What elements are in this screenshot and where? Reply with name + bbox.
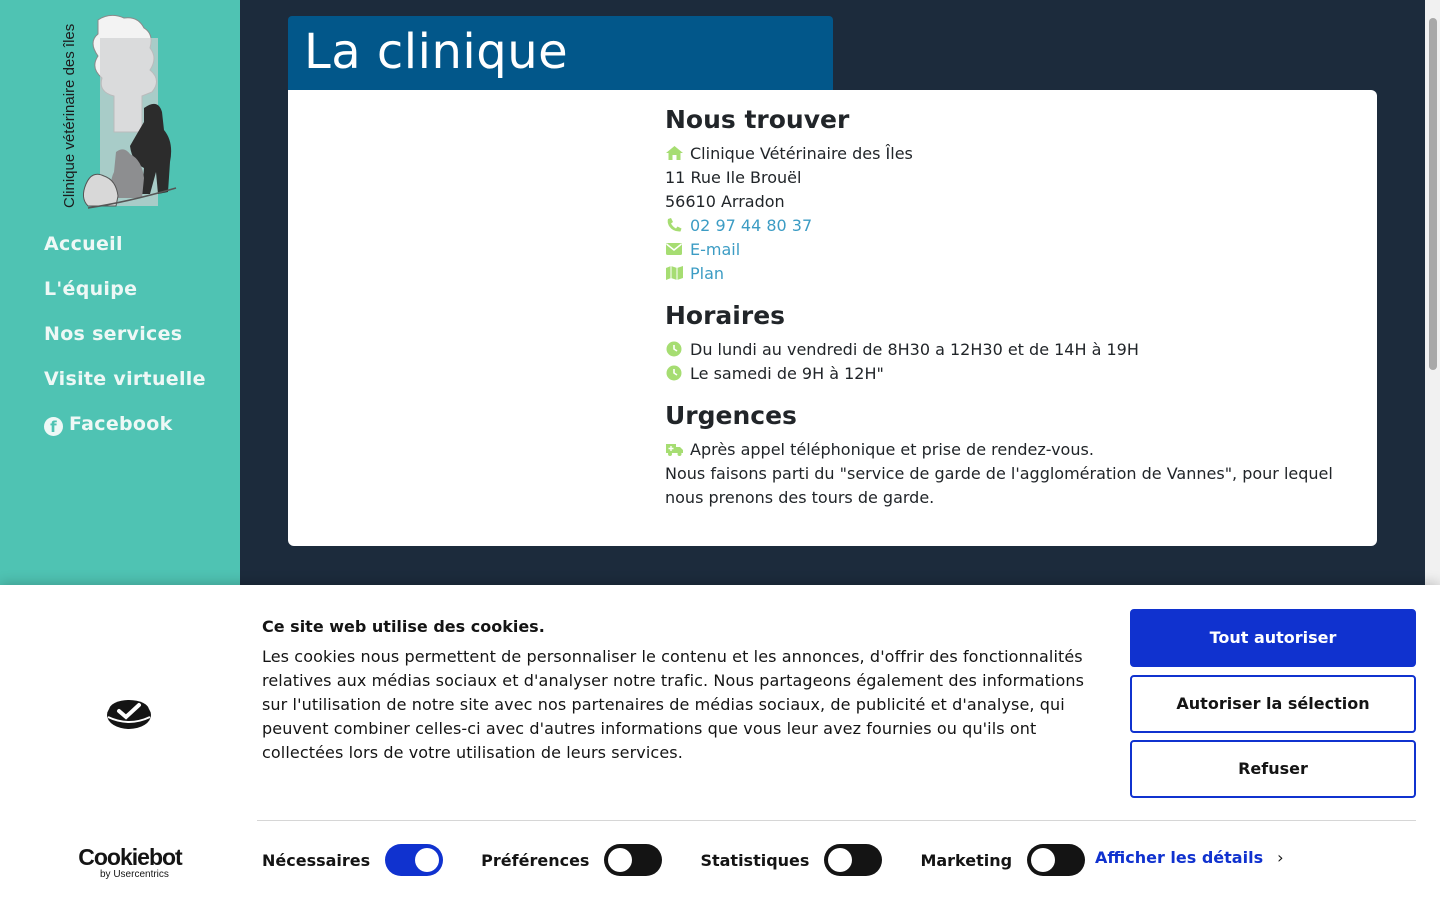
street: 11 Rue Ile Brouël: [665, 168, 802, 187]
map-link[interactable]: Plan: [690, 264, 725, 283]
toggle-statistics[interactable]: [824, 844, 882, 876]
refuse-button[interactable]: Refuser: [1130, 740, 1416, 798]
clinic-logo[interactable]: [58, 12, 184, 218]
toggle-knob: [828, 848, 852, 872]
content-card: [288, 90, 1377, 546]
cookiebot-subtitle: by Usercentrics: [100, 869, 169, 880]
main-nav: [44, 230, 224, 455]
page-title-tab: [288, 16, 833, 92]
find-heading: Nous trouver: [665, 105, 850, 134]
nav-visite-virtuelle[interactable]: Visite virtuelle: [44, 368, 206, 390]
city: 56610 Arradon: [665, 192, 785, 211]
toggle-knob: [415, 848, 439, 872]
toggle-necessary[interactable]: [385, 844, 443, 876]
urgent-line: Après appel téléphonique et prise de rendez-vous.: [690, 440, 1094, 459]
scrollbar-thumb[interactable]: [1429, 18, 1437, 370]
ambulance-icon: [665, 441, 684, 457]
accept-all-button[interactable]: Tout autoriser: [1130, 609, 1416, 667]
consent-toggles: [262, 844, 1123, 876]
toggle-knob: [1031, 848, 1055, 872]
envelope-icon: [665, 241, 684, 257]
toggle-preferences[interactable]: [604, 844, 662, 876]
phone-row[interactable]: [665, 214, 1355, 238]
nav-facebook-label: Facebook: [69, 413, 173, 435]
cookie-divider: [257, 820, 1416, 821]
hours-saturday: Le samedi de 9H à 12H": [690, 364, 884, 383]
accept-selection-button[interactable]: Autoriser la sélection: [1130, 675, 1416, 733]
phone-icon: [665, 217, 684, 233]
urgent-row: [665, 438, 1355, 462]
clock-icon: [665, 341, 684, 357]
hours-row-weekdays: [665, 338, 1355, 362]
urgent-heading: Urgences: [665, 401, 797, 430]
map-row[interactable]: [665, 262, 1355, 286]
home-icon: [665, 145, 684, 161]
page-title: La clinique: [304, 24, 569, 80]
nav-services[interactable]: Nos services: [44, 323, 183, 345]
cookie-banner: [0, 585, 1440, 900]
cookie-title: Ce site web utilise des cookies.: [262, 617, 545, 636]
cookie-description: Les cookies nous permettent de personnaliser le contenu et les annonces, d'offrir des fonctionnalités relatives aux médias sociaux et d'analyser notre trafic. Nous partageons également des informations sur l'utilisation de notre site avec nos partenaires de médias sociaux, de publicité et d'analyse, qui peuvent combiner celles-ci avec d'autres informations que vous leur avez fournies ou qu'ils ont collectées lors de votre utilisation de leurs services.: [262, 647, 1085, 762]
clinic-name: Clinique Vétérinaire des Îles: [690, 144, 913, 163]
toggle-label-marketing: Marketing: [920, 850, 1013, 870]
cookiebot-brand: [78, 845, 182, 881]
svg-text:Clinique vétérinaire des îles: Clinique vétérinaire des îles: [61, 23, 78, 208]
nav-equipe[interactable]: L'équipe: [44, 278, 138, 300]
nav-facebook[interactable]: [44, 410, 224, 439]
toggle-marketing[interactable]: [1027, 844, 1085, 876]
cookiebot-wordmark: Cookiebot: [78, 844, 182, 870]
chevron-right-icon: ›: [1277, 848, 1284, 867]
show-details-link[interactable]: [1095, 848, 1284, 867]
toggle-label-necessary: Nécessaires: [262, 850, 371, 870]
email-row[interactable]: [665, 238, 1355, 262]
cookiebot-icon: [104, 693, 154, 733]
clock-icon: [665, 365, 684, 381]
show-details-label: Afficher les détails: [1095, 848, 1264, 867]
phone-link[interactable]: 02 97 44 80 37: [690, 216, 813, 235]
email-link[interactable]: E-mail: [690, 240, 741, 259]
hours-heading: Horaires: [665, 301, 786, 330]
map-icon: [665, 265, 684, 281]
hours-weekdays: Du lundi au vendredi de 8H30 a 12H30 et de 14H à 19H: [690, 340, 1139, 359]
toggle-label-preferences: Préférences: [481, 850, 590, 870]
facebook-icon: f: [44, 417, 63, 436]
clinic-info: [665, 104, 1355, 510]
toggle-label-statistics: Statistiques: [700, 850, 810, 870]
address-name-row: [665, 142, 1355, 166]
toggle-knob: [608, 848, 632, 872]
urgent-text: Nous faisons parti du "service de garde de l'agglomération de Vannes", pour lequel nous prenons des tours de garde.: [665, 464, 1333, 507]
nav-accueil[interactable]: Accueil: [44, 233, 123, 255]
hours-row-saturday: [665, 362, 1355, 386]
